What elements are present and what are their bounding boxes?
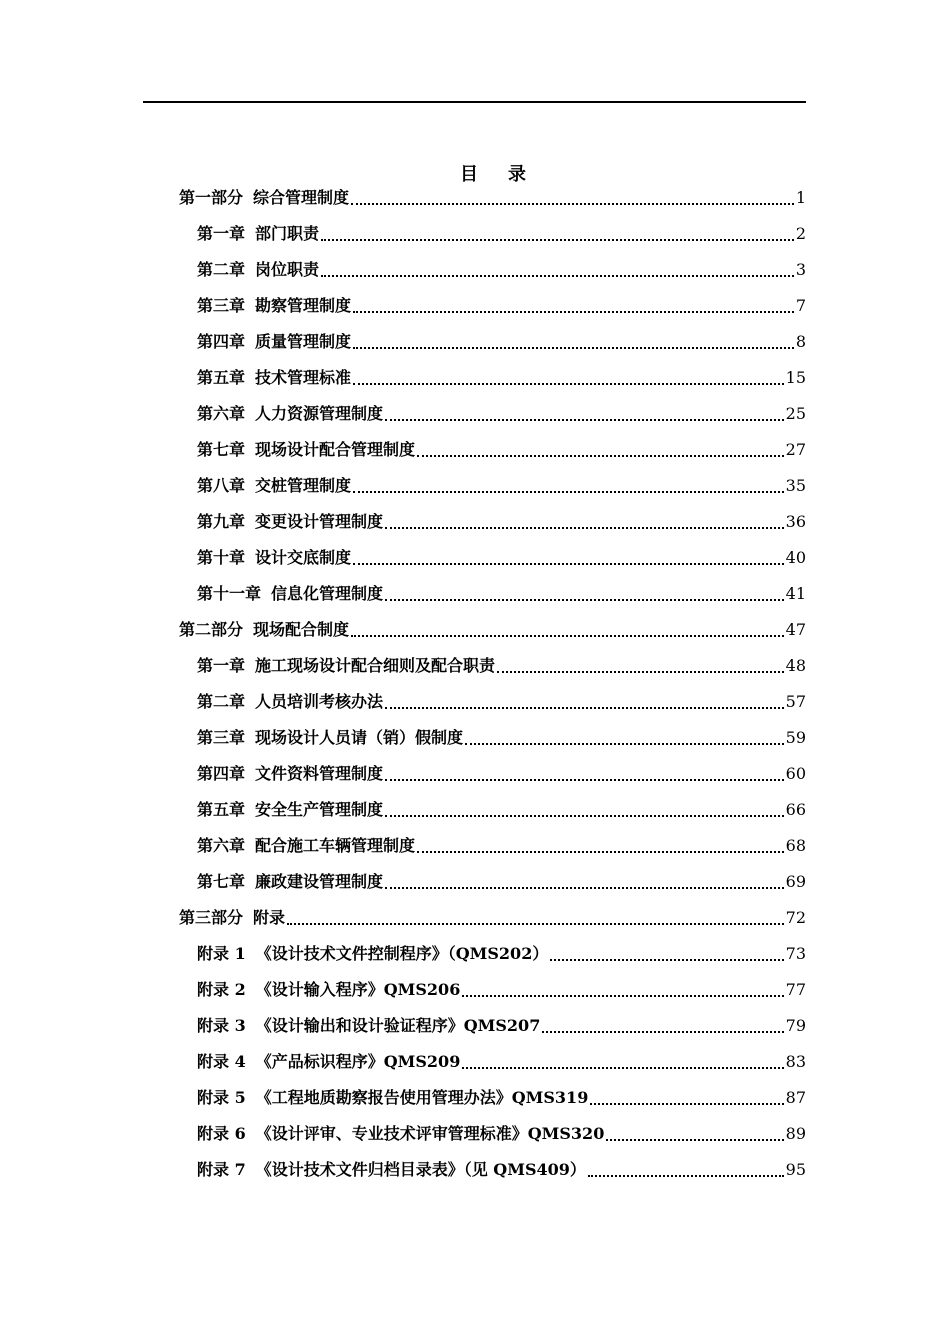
toc-chapter-entry[interactable] <box>197 648 806 684</box>
toc-dot-leader <box>542 1031 783 1033</box>
toc-entry-title: 《设计技术文件控制程序》（QMS202） <box>255 944 549 963</box>
toc-chapter-entry[interactable] <box>197 720 806 756</box>
toc-part-entry[interactable] <box>179 900 806 936</box>
toc-entry-title: 附录 <box>253 908 286 927</box>
toc-chapter-entry[interactable] <box>197 360 806 396</box>
toc-dot-leader <box>385 599 784 601</box>
toc-entry-number: 第一章 <box>197 656 246 675</box>
toc-entry-number: 附录 7 <box>197 1160 246 1179</box>
toc-entry-label <box>197 432 415 468</box>
toc-entry-title: 勘察管理制度 <box>255 296 352 315</box>
toc-entry-label <box>197 1116 604 1152</box>
toc-entry-number: 第三部分 <box>179 908 244 927</box>
toc-chapter-entry[interactable] <box>197 216 806 252</box>
toc-entry-number: 第二部分 <box>179 620 244 639</box>
toc-entry-label <box>197 864 383 900</box>
toc-chapter-entry[interactable] <box>197 468 806 504</box>
toc-entry-title: 变更设计管理制度 <box>255 512 384 531</box>
toc-dot-leader <box>353 383 784 385</box>
toc-dot-leader <box>385 419 784 421</box>
toc-entry-title: 《设计输入程序》QMS206 <box>255 980 461 999</box>
toc-entry-label <box>197 1008 540 1044</box>
toc-entry-title: 设计交底制度 <box>255 548 352 567</box>
toc-entry-title: 现场设计人员请（销）假制度 <box>255 728 464 747</box>
toc-entry-title: 文件资料管理制度 <box>255 764 384 783</box>
toc-entry-title: 《设计输出和设计验证程序》QMS207 <box>255 1016 541 1035</box>
toc-entry-number: 第五章 <box>197 368 246 387</box>
toc-dot-leader <box>353 311 794 313</box>
toc-dot-leader <box>385 887 784 889</box>
toc-entry-number: 第二章 <box>197 692 246 711</box>
toc-title-char: 目 <box>460 164 482 185</box>
toc-page-number: 60 <box>785 764 806 783</box>
header-rule <box>143 101 806 103</box>
toc-dot-leader <box>462 995 783 997</box>
toc-title-char: 录 <box>508 164 530 185</box>
toc-chapter-entry[interactable] <box>197 936 806 972</box>
toc-entry-label <box>197 324 351 360</box>
toc-dot-leader <box>287 923 784 925</box>
toc-page-number: 1 <box>795 188 806 207</box>
toc-entry-title: 现场设计配合管理制度 <box>255 440 416 459</box>
toc-part-entry[interactable] <box>179 612 806 648</box>
toc-entry-number: 第三章 <box>197 728 246 747</box>
toc-page-number: 68 <box>785 836 806 855</box>
toc-entry-title: 廉政建设管理制度 <box>255 872 384 891</box>
toc-page-number: 41 <box>785 584 806 603</box>
toc-entry-number: 第四章 <box>197 332 246 351</box>
toc-entry-label <box>197 648 495 684</box>
toc-page-number: 59 <box>785 728 806 747</box>
toc-entry-label <box>197 504 383 540</box>
toc-dot-leader <box>462 1067 783 1069</box>
toc-page-number: 89 <box>785 1124 806 1143</box>
toc-entry-label <box>197 540 351 576</box>
toc-dot-leader <box>606 1139 783 1141</box>
toc-part-entry[interactable] <box>179 180 806 216</box>
toc-page-number: 79 <box>785 1016 806 1035</box>
toc-chapter-entry[interactable] <box>197 1152 806 1188</box>
toc-entry-label <box>197 288 351 324</box>
toc-chapter-entry[interactable] <box>197 684 806 720</box>
toc-dot-leader <box>321 275 794 277</box>
toc-entry-title: 安全生产管理制度 <box>255 800 384 819</box>
toc-entry-number: 第一章 <box>197 224 246 243</box>
toc-entry-label <box>197 252 319 288</box>
toc-page-number: 57 <box>785 692 806 711</box>
toc-chapter-entry[interactable] <box>197 540 806 576</box>
toc-entry-label <box>197 1044 460 1080</box>
toc-entry-title: 信息化管理制度 <box>271 584 384 603</box>
toc-entry-title: 质量管理制度 <box>255 332 352 351</box>
toc-dot-leader <box>550 959 783 961</box>
toc-page-number: 87 <box>785 1088 806 1107</box>
toc-page-number: 72 <box>785 908 806 927</box>
toc-chapter-entry[interactable] <box>197 828 806 864</box>
toc-entry-title: 人力资源管理制度 <box>255 404 384 423</box>
toc-dot-leader <box>353 491 784 493</box>
toc-dot-leader <box>590 1103 783 1105</box>
toc-page-number: 25 <box>785 404 806 423</box>
toc-entry-number: 第七章 <box>197 872 246 891</box>
toc-entry-title: 《工程地质勘察报告使用管理办法》QMS319 <box>255 1088 589 1107</box>
toc-entry-label <box>179 180 349 216</box>
toc-entry-number: 第六章 <box>197 404 246 423</box>
toc-chapter-entry[interactable] <box>197 1044 806 1080</box>
toc-chapter-entry[interactable] <box>197 504 806 540</box>
toc-dot-leader <box>385 707 784 709</box>
toc-dot-leader <box>417 455 784 457</box>
toc-dot-leader <box>321 239 794 241</box>
toc-page-number: 83 <box>785 1052 806 1071</box>
toc-dot-leader <box>588 1175 784 1177</box>
toc-entry-title: 交桩管理制度 <box>255 476 352 495</box>
toc-chapter-entry[interactable] <box>197 792 806 828</box>
toc-chapter-entry[interactable] <box>197 1008 806 1044</box>
toc-dot-leader <box>465 743 784 745</box>
toc-entry-number: 第五章 <box>197 800 246 819</box>
toc-entry-label <box>179 900 285 936</box>
toc-page-number: 7 <box>795 296 806 315</box>
toc-entry-number: 第九章 <box>197 512 246 531</box>
toc-entry-number: 第一部分 <box>179 188 244 207</box>
toc-page-number: 66 <box>785 800 806 819</box>
toc-page-number: 36 <box>785 512 806 531</box>
toc-entry-label <box>197 1080 588 1116</box>
toc-page-number: 27 <box>785 440 806 459</box>
toc-entry-number: 第二章 <box>197 260 246 279</box>
toc-entry-title: 人员培训考核办法 <box>255 692 384 711</box>
toc-chapter-entry[interactable] <box>197 252 806 288</box>
toc-entry-label <box>179 612 349 648</box>
toc-entry-number: 第十章 <box>197 548 246 567</box>
toc-page-number: 69 <box>785 872 806 891</box>
toc-entry-label <box>197 684 383 720</box>
toc-dot-leader <box>385 815 784 817</box>
toc-dot-leader <box>497 671 784 673</box>
toc-dot-leader <box>353 347 794 349</box>
toc-entry-title: 部门职责 <box>255 224 320 243</box>
toc-entry-number: 第六章 <box>197 836 246 855</box>
toc-entry-number: 附录 3 <box>197 1016 246 1035</box>
toc-entry-number: 附录 1 <box>197 944 246 963</box>
toc-entry-number: 第七章 <box>197 440 246 459</box>
toc-entry-number: 附录 6 <box>197 1124 246 1143</box>
toc-entry-title: 综合管理制度 <box>253 188 350 207</box>
toc-entry-label <box>197 756 383 792</box>
toc-entry-label <box>197 1152 586 1188</box>
toc-chapter-entry[interactable] <box>197 288 806 324</box>
toc-dot-leader <box>385 779 784 781</box>
toc-chapter-entry[interactable] <box>197 1116 806 1152</box>
toc-entry-number: 第三章 <box>197 296 246 315</box>
toc-entry-title: 《产品标识程序》QMS209 <box>255 1052 461 1071</box>
toc-entry-number: 第四章 <box>197 764 246 783</box>
toc-dot-leader <box>353 563 784 565</box>
toc-entry-title: 现场配合制度 <box>253 620 350 639</box>
toc-page-number: 40 <box>785 548 806 567</box>
toc-chapter-entry[interactable] <box>197 756 806 792</box>
toc-dot-leader <box>385 527 784 529</box>
toc-page-number: 2 <box>795 224 806 243</box>
toc-entry-label <box>197 216 319 252</box>
toc-chapter-entry[interactable] <box>197 396 806 432</box>
toc-chapter-entry[interactable] <box>197 576 806 612</box>
toc-entry-title: 技术管理标准 <box>255 368 352 387</box>
toc-entry-title: 《设计技术文件归档目录表》（见 QMS409） <box>255 1160 586 1179</box>
toc-entry-title: 岗位职责 <box>255 260 320 279</box>
toc-page-number: 8 <box>795 332 806 351</box>
toc-dot-leader <box>351 203 794 205</box>
toc-entry-label <box>197 360 351 396</box>
toc-entry-label <box>197 972 460 1008</box>
toc-chapter-entry[interactable] <box>197 1080 806 1116</box>
toc-entry-title: 《设计评审、专业技术评审管理标准》QMS320 <box>255 1124 605 1143</box>
toc-dot-leader <box>417 851 784 853</box>
toc-page-number: 3 <box>795 260 806 279</box>
toc-chapter-entry[interactable] <box>197 432 806 468</box>
toc-entry-title: 配合施工车辆管理制度 <box>255 836 416 855</box>
toc-entry-label <box>197 828 415 864</box>
toc-entry-label <box>197 576 383 612</box>
toc-entry-label <box>197 396 383 432</box>
toc-page-number: 15 <box>785 368 806 387</box>
toc-entry-number: 附录 2 <box>197 980 246 999</box>
toc-entry-number: 第十一章 <box>197 584 262 603</box>
toc-entry-label <box>197 792 383 828</box>
toc-entry-title: 施工现场设计配合细则及配合职责 <box>255 656 496 675</box>
toc-chapter-entry[interactable] <box>197 972 806 1008</box>
toc-page-number: 73 <box>785 944 806 963</box>
toc-dot-leader <box>351 635 784 637</box>
toc-page-number: 47 <box>785 620 806 639</box>
toc-entry-label <box>197 720 463 756</box>
toc-page-number: 35 <box>785 476 806 495</box>
toc-chapter-entry[interactable] <box>197 324 806 360</box>
toc-page-number: 77 <box>785 980 806 999</box>
toc-entry-label <box>197 468 351 504</box>
toc-chapter-entry[interactable] <box>197 864 806 900</box>
toc-page-number: 95 <box>785 1160 806 1179</box>
toc-entry-number: 第八章 <box>197 476 246 495</box>
toc-entry-label <box>197 936 548 972</box>
toc-page-number: 48 <box>785 656 806 675</box>
toc-entry-number: 附录 5 <box>197 1088 246 1107</box>
toc-entry-number: 附录 4 <box>197 1052 246 1071</box>
